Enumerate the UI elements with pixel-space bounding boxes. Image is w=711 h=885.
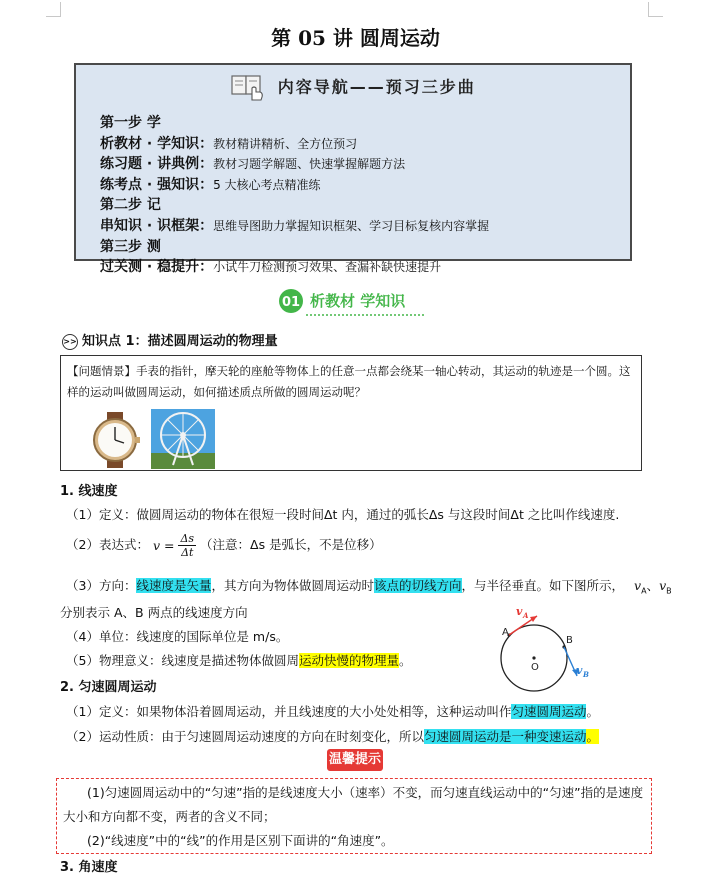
linear-velocity-expression: （2）表达式： v = $\frac{\Delta s}{\Delta t}$ （注意：Δs 是弧长，不是位移） xyxy=(66,532,382,559)
figure-vb-sub: B xyxy=(583,670,589,679)
ferris-wheel-image xyxy=(151,409,215,473)
nav-heading-text: 内容导航——预习三步曲 xyxy=(277,77,476,97)
double-chevron-icon: >> xyxy=(62,334,78,350)
problem-scene-box xyxy=(60,355,642,471)
watch-image xyxy=(85,412,145,472)
highlight-tangent: 该点的切线方向 xyxy=(373,578,462,593)
figure-label-a: A xyxy=(502,627,509,638)
warm-tip-box xyxy=(56,778,652,854)
nav-line-8: 过关测 · 稳提升：小试牛刀检测预习效果、查漏补缺快速提升 xyxy=(100,259,442,276)
warm-tip-badge: 温馨提示 xyxy=(327,749,383,771)
knowledge-point-title: >> 知识点 1：描述圆周运动的物理量 xyxy=(63,334,278,349)
section-label: 析教材 学知识 xyxy=(310,292,406,310)
velocity-circle-figure xyxy=(490,602,602,698)
nav-line-4: 练考点 · 强知识：5 大核心考点精准练 xyxy=(100,176,321,193)
figure-vb-label: v xyxy=(576,664,583,677)
problem-scene-text: 【问题情景】手表的指针，摩天轮的座舱等物体上的任意一点都会绕某一轴心转动，其运动的轨迹是一个圆。这样的运动叫做圆周运动，如何描述质点所做的圆周运动呢？ xyxy=(67,364,631,399)
nav-lines xyxy=(100,113,489,278)
linear-velocity-unit: （4）单位：线速度的国际单位是 m/s。 xyxy=(66,629,289,644)
page-title: 第 05 讲 圆周运动 xyxy=(271,26,440,50)
linear-velocity-meaning: （5）物理意义：线速度是描述物体做圆周运动快慢的物理量。 xyxy=(66,653,412,668)
heading-uniform-circular-motion: 2. 匀速圆周运动 xyxy=(60,680,157,695)
highlight-meaning: 运动快慢的物理量 xyxy=(298,653,399,668)
section-badge xyxy=(276,288,436,322)
nav-line-7: 第三步 测 xyxy=(100,238,161,255)
highlight-vector: 线速度是矢量 xyxy=(136,578,212,593)
uniform-motion-definition: （1）定义：如果物体沿着圆周运动，并且线速度的大小处处相等，这种运动叫作匀速圆周运动。 xyxy=(66,704,599,719)
nav-line-2: 析教材 · 学知识：教材精讲精析、全方位预习 xyxy=(100,135,358,152)
nav-line-3: 练习题 · 讲典例：教材习题学解题、快速掌握解题方法 xyxy=(100,156,406,173)
section-number: 01 xyxy=(281,295,301,310)
figure-va-sub: A xyxy=(523,611,529,620)
figure-va-label: v xyxy=(516,605,523,618)
nav-heading-row xyxy=(76,71,630,105)
formula-equals: = xyxy=(164,538,175,553)
book-hand-icon xyxy=(230,71,266,105)
linear-velocity-definition: （1）定义：做圆周运动的物体在很短一段时间Δt 内，通过的弧长Δs 与这段时间Δt 之比叫作线速度. xyxy=(66,507,620,522)
uniform-motion-property: （2）运动性质：由于匀速圆周运动速度的方向在时刻变化，所以匀速圆周运动是一种变速运动。 xyxy=(66,729,599,744)
formula-v: v xyxy=(152,538,161,553)
heading-linear-velocity: 1. 线速度 xyxy=(60,484,118,499)
figure-label-b: B xyxy=(566,635,573,646)
highlight-uniform: 匀速圆周运动 xyxy=(511,704,587,719)
linear-velocity-direction-cont: 分别表示 A、B 两点的线速度方向 xyxy=(60,605,248,620)
tip-line-2: (2)“线速度”中的“线”的作用是区别下面讲的“角速度”。 xyxy=(87,833,394,848)
nav-line-6: 串知识 · 识框架：思维导图助力掌握知识框架、学习目标复核内容掌握 xyxy=(100,217,490,234)
formula-fraction: $\frac{\Delta s}{\Delta t}$ xyxy=(180,532,195,559)
corner-mark-top-left xyxy=(46,2,61,17)
content-nav-box xyxy=(74,63,632,276)
corner-mark-top-right xyxy=(648,2,663,17)
warm-tip-text xyxy=(63,781,647,853)
highlight-variable-speed: 匀速圆周运动是一种变速运动 xyxy=(423,729,587,744)
linear-velocity-direction: （3）方向：线速度是矢量，其方向为物体做圆周运动时该点的切线方向，与半径垂直。如下图所示， $v_A$、$v_B$ xyxy=(66,578,672,596)
tip-line-1: (1)匀速圆周运动中的“匀速”指的是线速度大小（速率）不变，而匀速直线运动中的“匀速”指的是速度大小和方向都不变，两者的含义不同； xyxy=(63,785,644,824)
nav-line-1: 第一步 学 xyxy=(100,115,161,131)
heading-angular-velocity: 3. 角速度 xyxy=(60,860,118,875)
nav-line-5: 第二步 记 xyxy=(100,197,161,214)
figure-label-o: O xyxy=(531,662,539,673)
